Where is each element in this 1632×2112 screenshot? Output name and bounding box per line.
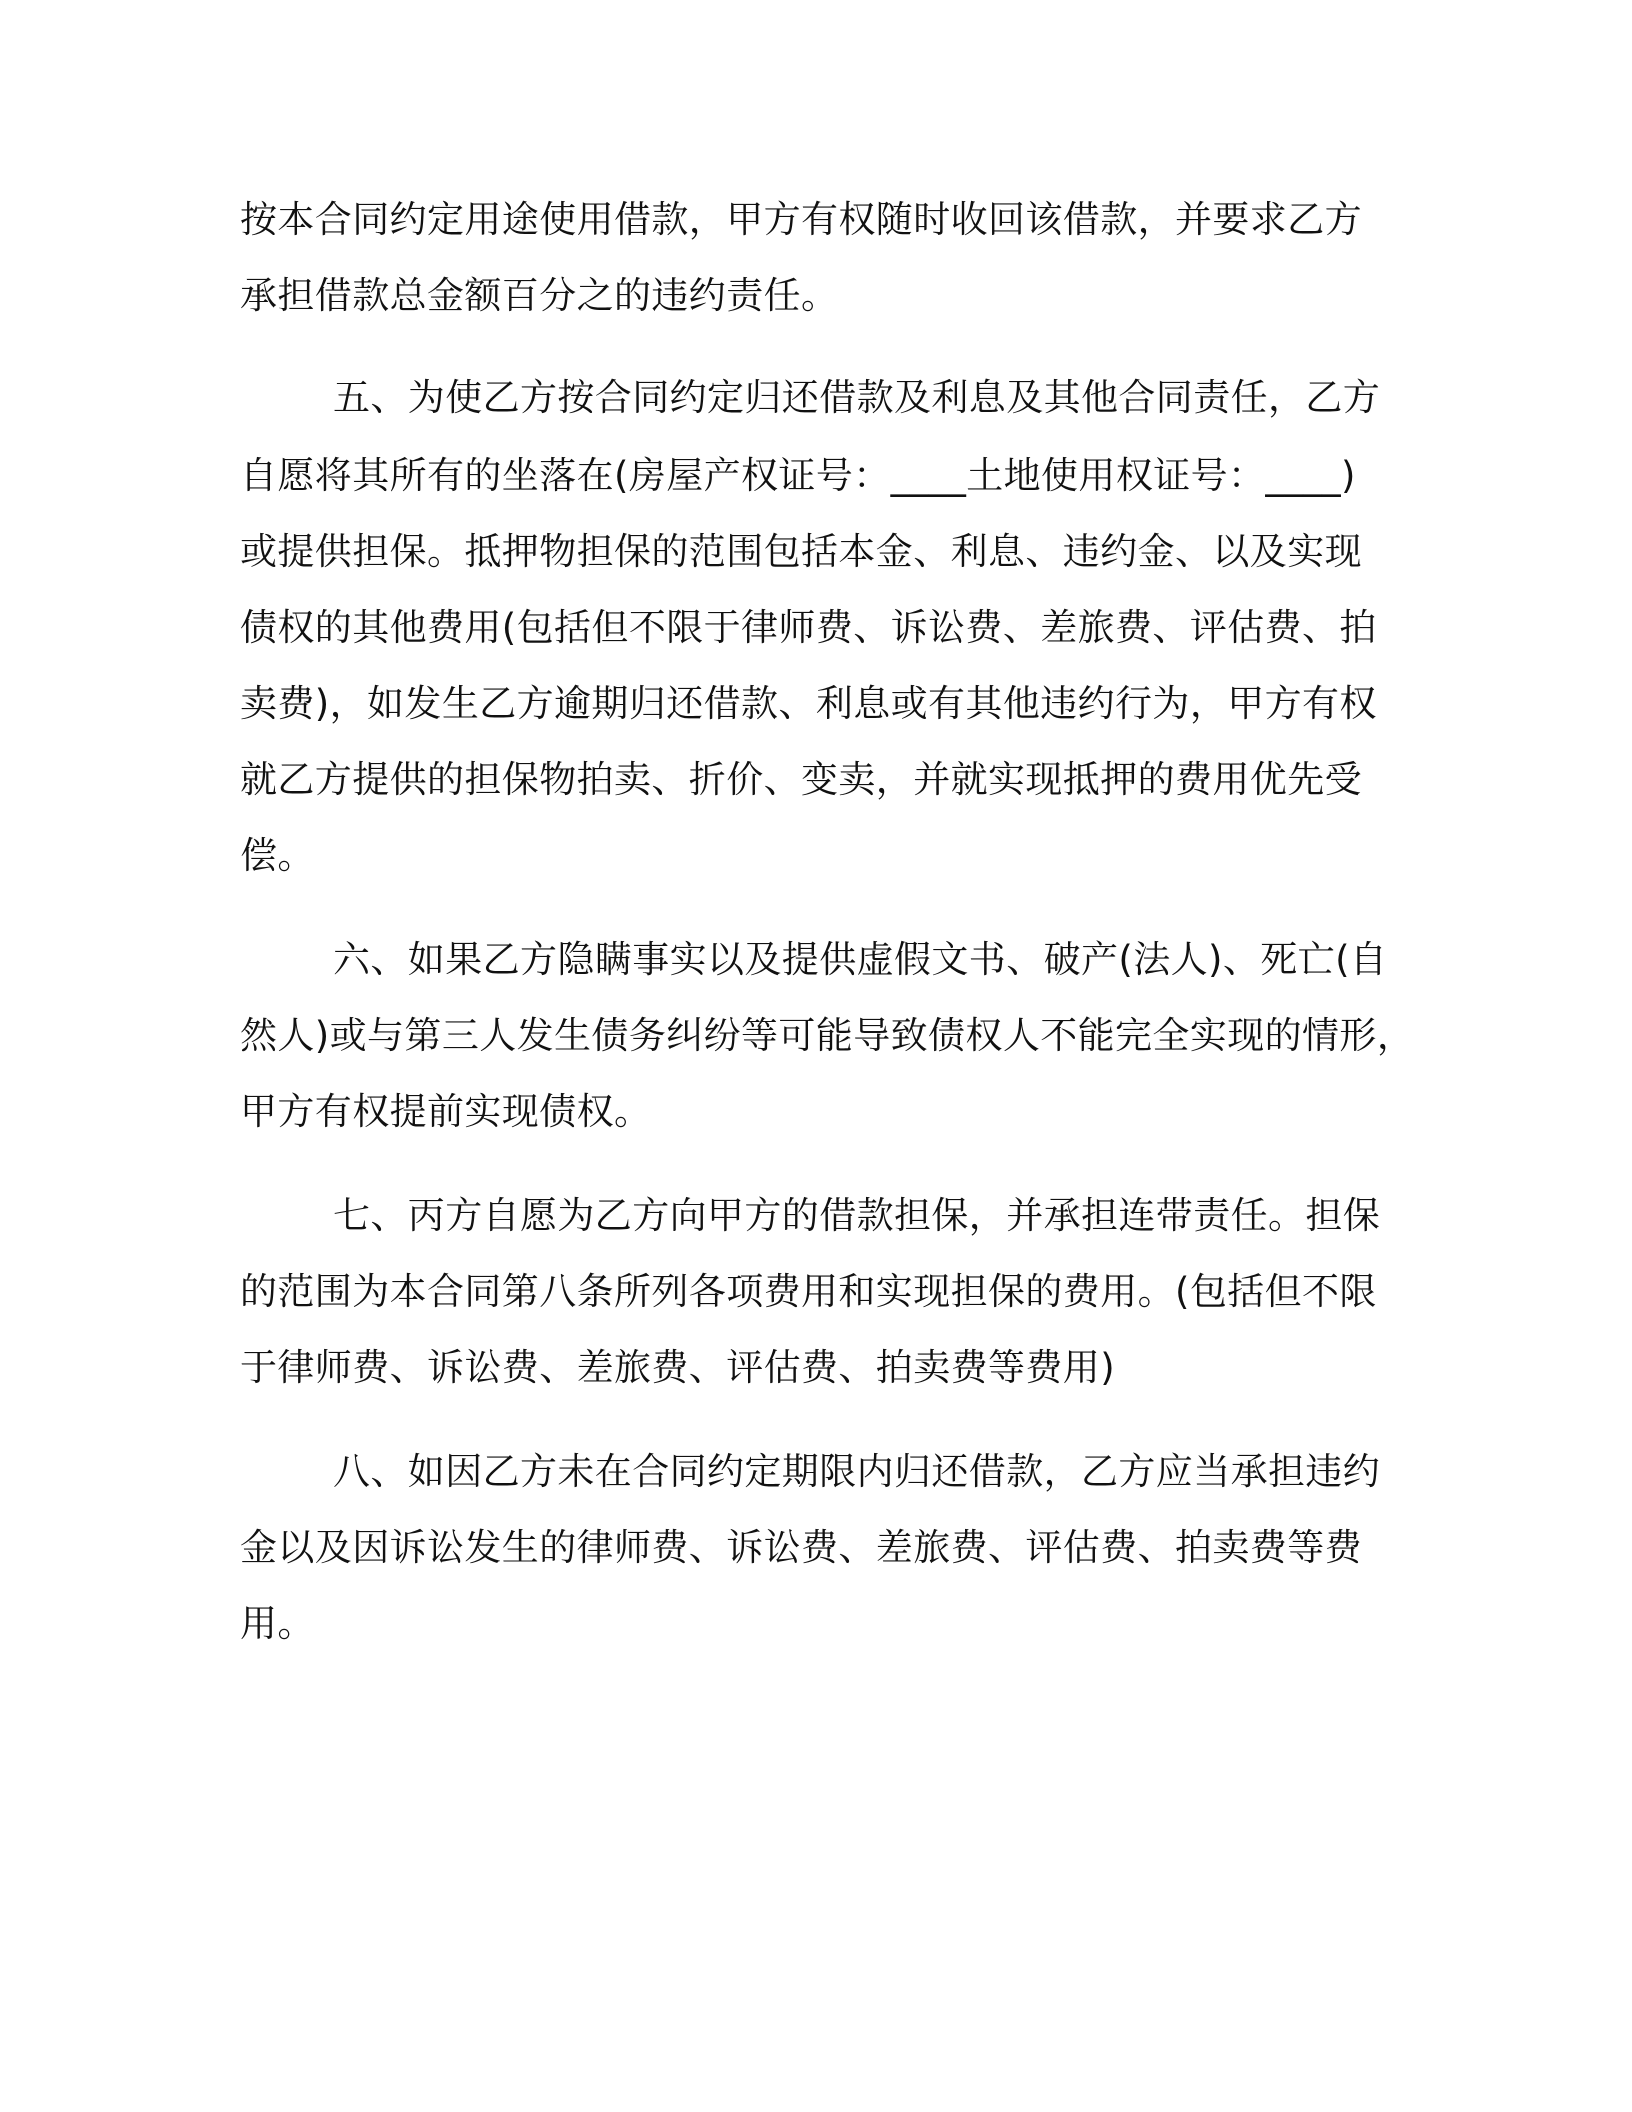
text-line: 于律师费、诉讼费、差旅费、评估费、拍卖费等费用): [240, 1346, 1116, 1389]
text-line: 金以及因诉讼发生的律师费、诉讼费、差旅费、评估费、拍卖费等费: [240, 1526, 1362, 1569]
text-line: 债权的其他费用(包括但不限于律师费、诉讼费、差旅费、评估费、拍: [240, 606, 1377, 649]
text-line: 自愿将其所有的坐落在(房屋产权证号：____土地使用权证号：____): [240, 454, 1356, 497]
text-line: 的范围为本合同第八条所列各项费用和实现担保的费用。(包括但不限: [240, 1270, 1377, 1313]
text-line: 偿。: [240, 834, 315, 877]
text-line: 用。: [240, 1602, 315, 1645]
clause-6-heading-line: 六、如果乙方隐瞒事实以及提供虚假文书、破产(法人)、死亡(自: [333, 938, 1388, 981]
text-line: 或提供担保。抵押物担保的范围包括本金、利息、违约金、以及实现: [240, 530, 1362, 573]
text-line: 然人)或与第三人发生债务纠纷等可能导致债权人不能完全实现的情形，: [240, 1014, 1415, 1057]
clause-5-heading-line: 五、为使乙方按合同约定归还借款及利息及其他合同责任，乙方: [333, 376, 1381, 419]
text-line: 卖费)，如发生乙方逾期归还借款、利息或有其他违约行为，甲方有权: [240, 682, 1377, 725]
text-line: 承担借款总金额百分之的违约责任。: [240, 274, 839, 317]
text-line: 甲方有权提前实现债权。: [240, 1090, 652, 1133]
clause-7-heading-line: 七、丙方自愿为乙方向甲方的借款担保，并承担连带责任。担保: [333, 1194, 1381, 1237]
text-line: 就乙方提供的担保物拍卖、折价、变卖，并就实现抵押的费用优先受: [240, 758, 1362, 801]
text-line: 按本合同约定用途使用借款，甲方有权随时收回该借款，并要求乙方: [240, 198, 1362, 241]
clause-8-heading-line: 八、如因乙方未在合同约定期限内归还借款，乙方应当承担违约: [333, 1450, 1381, 1493]
